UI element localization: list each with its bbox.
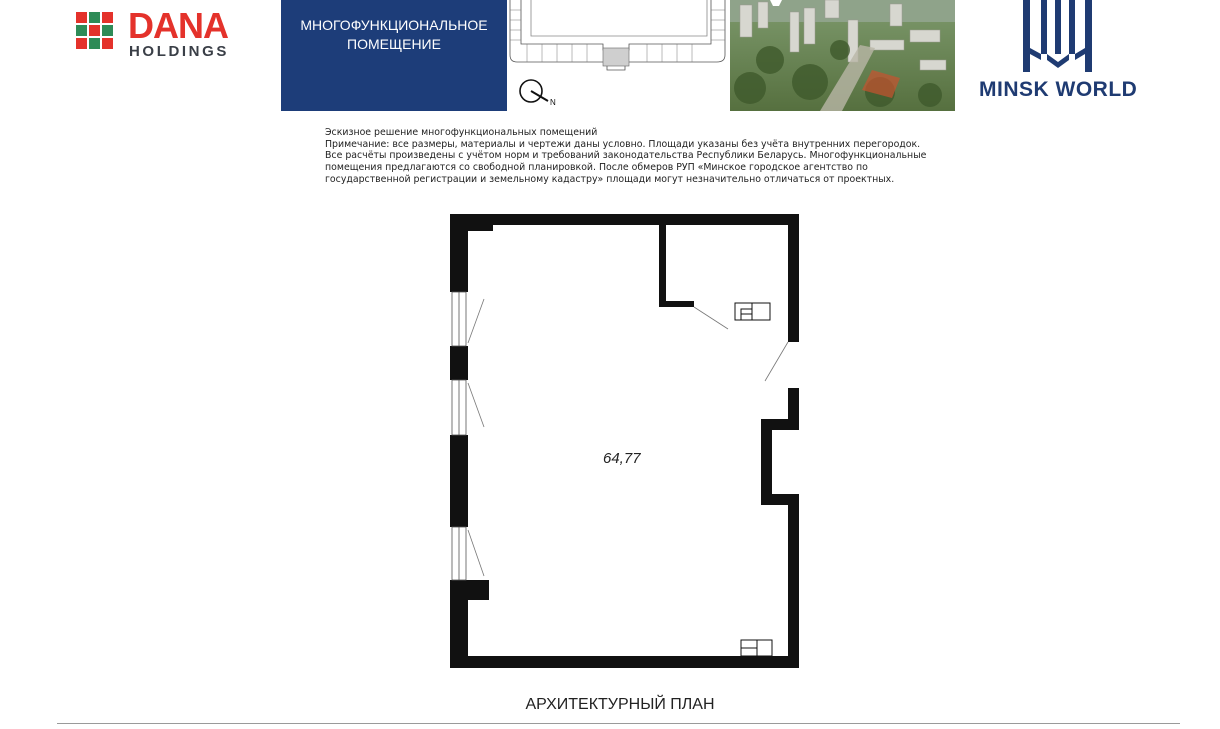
note-line: Эскизное решение многофункциональных помещений [325,127,598,138]
logo-square [76,38,87,49]
logo-square [89,25,100,36]
note-line: помещения предлагаются со свободной планировкой. После обмеров РУП «Минское городское агентство по [325,162,868,174]
minsk-world-emblem-icon [975,0,1160,78]
logo-square [102,25,113,36]
minsk-world-brand-name: MINSK WORLD [979,78,1138,101]
compass-north-label: N [550,98,556,107]
location-mini-plan [507,0,730,111]
logo-square [102,38,113,49]
logo-square [76,12,87,23]
logo-square [102,12,113,23]
note-line: Примечание: все размеры, материалы и чертежи даны условно. Площади указаны без учёта внутренних перегородок. [325,138,921,150]
note-line: государственной регистрации и земельному кадастру» площади могут незначительно отличаться от проектных. [325,173,895,185]
plan-caption: АРХИТЕКТУРНЫЙ ПЛАН [525,696,715,713]
room-area-value: 64,77 [603,450,641,467]
dana-holdings-logo [76,5,266,62]
door-swings [468,299,788,576]
dana-brand-name: DANA [128,5,228,46]
title-line-1: МНОГОФУНКЦИОНАЛЬНОЕ [300,17,488,33]
page-title [281,0,507,111]
plan-notes [325,127,945,186]
bottom-divider [57,723,1180,724]
dana-brand-subname: HOLDINGS [129,43,229,60]
logo-square [89,12,100,23]
logo-square [76,25,87,36]
title-line-2: ПОМЕЩЕНИЕ [347,36,441,52]
note-line: Все расчёты произведены с учётом норм и требований законодательства Республики Беларусь. Многофункциональные [325,150,927,162]
floor-plan-drawing [440,205,810,675]
logo-square [89,38,100,49]
minsk-world-logo [975,0,1160,110]
aerial-photo [730,0,955,111]
walls [450,214,799,668]
compass-icon [520,80,548,102]
